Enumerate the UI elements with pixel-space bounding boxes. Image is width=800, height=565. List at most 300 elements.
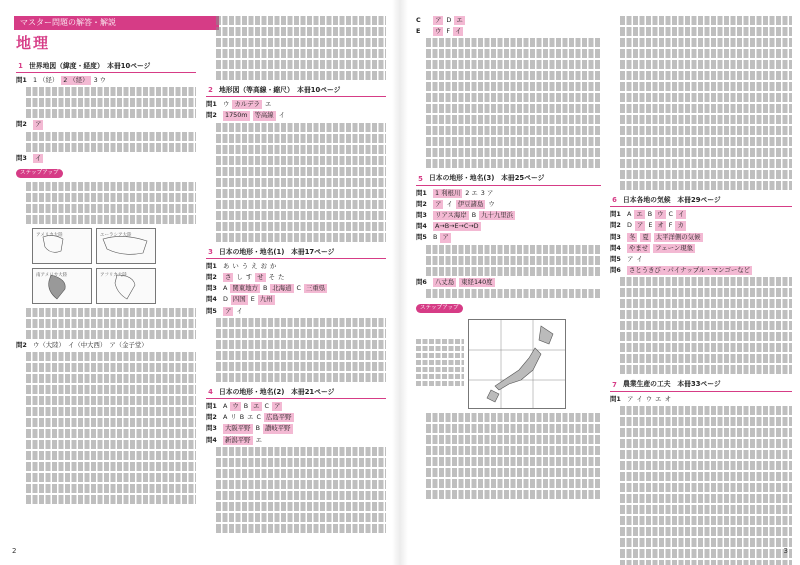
answer-item: イ — [636, 394, 643, 403]
section-1-heading — [16, 62, 196, 73]
text-line — [216, 362, 386, 371]
answer-item: エ — [636, 210, 643, 219]
answer-item: B — [471, 211, 477, 220]
text-line — [26, 374, 196, 383]
answer-row — [610, 244, 792, 253]
answer-item: 夏 — [642, 232, 649, 241]
answer-item: B — [262, 284, 268, 293]
answer-row — [416, 278, 601, 287]
answer-item: A — [223, 413, 228, 422]
text-line — [26, 407, 196, 416]
answer-item: 3 ウ — [93, 76, 107, 85]
answer-item: やませ — [629, 243, 649, 252]
answer-item: 問2 — [16, 120, 27, 129]
text-line — [426, 38, 601, 47]
text-line — [620, 159, 792, 168]
answer-item: B — [239, 413, 245, 422]
text-line — [426, 148, 601, 157]
answer-item: さ — [225, 273, 232, 282]
answer-row — [416, 189, 601, 198]
answer-item: 問2 — [610, 221, 621, 230]
right-column-1 — [416, 14, 601, 501]
text-line — [620, 277, 792, 286]
answer-item: リアス海岸 — [435, 211, 467, 220]
text-line — [426, 104, 601, 113]
text-line — [416, 339, 464, 344]
answer-item: 問1 — [416, 188, 427, 197]
text-line — [216, 502, 386, 511]
answer-item: ユーラシア大陸 — [100, 233, 132, 239]
answer-item: ア — [435, 199, 442, 208]
text-line — [426, 413, 601, 422]
text-line — [620, 343, 792, 352]
text-line — [26, 495, 196, 504]
answer-item: 九十九里浜 — [481, 211, 514, 220]
answer-item: D — [627, 221, 632, 230]
answer-row — [206, 262, 386, 271]
text-line — [216, 513, 386, 522]
text-line — [216, 329, 386, 338]
text-line — [26, 418, 196, 427]
answer-item: 問4 — [206, 435, 217, 444]
answer-item: エ — [456, 16, 463, 24]
answer-item: E — [648, 221, 653, 230]
text-line — [426, 446, 601, 455]
text-line — [620, 104, 792, 113]
text-line — [216, 318, 386, 327]
answer-item: 問6 — [610, 266, 621, 275]
text-line — [620, 527, 792, 536]
answer-item: リ — [230, 413, 237, 422]
text-line — [620, 365, 792, 374]
answer-item: エ — [247, 413, 254, 422]
answer-item: ア — [435, 16, 442, 24]
text-line — [216, 233, 386, 242]
answer-item: 九州 — [259, 295, 273, 304]
answer-item: 北海道 — [272, 284, 292, 293]
answer-item: か — [269, 261, 277, 270]
text-line — [26, 385, 196, 394]
section-6-heading — [610, 196, 792, 207]
answer-item: 等高線 — [254, 111, 274, 120]
text-line — [26, 182, 196, 191]
text-line — [26, 193, 196, 202]
answer-row — [16, 154, 196, 163]
text-line — [426, 256, 601, 265]
answer-item: す — [245, 273, 253, 282]
text-line — [620, 299, 792, 308]
text-line — [620, 549, 792, 558]
answer-item: 問1 — [610, 394, 621, 403]
section-2-heading — [206, 86, 386, 97]
text-line — [426, 424, 601, 433]
text-line — [216, 156, 386, 165]
answer-item: イ — [236, 306, 243, 315]
answer-item: 問5 — [206, 306, 217, 315]
text-line — [426, 468, 601, 477]
text-line — [26, 87, 196, 96]
answer-item: 大阪平野 — [225, 424, 251, 433]
text-line — [620, 27, 792, 36]
answer-item: A — [223, 284, 228, 293]
text-line — [620, 148, 792, 157]
text-line — [426, 93, 601, 102]
text-line — [620, 16, 792, 25]
series-label: マスター問題の解答・解説 — [14, 16, 219, 30]
answer-item: 4 — [208, 387, 213, 396]
answer-item: オ — [664, 394, 671, 403]
answer-item: A — [223, 402, 228, 411]
text-line — [620, 516, 792, 525]
answer-item: B — [433, 233, 438, 242]
answer-item: ア — [442, 233, 449, 242]
answer-row — [610, 266, 792, 275]
answer-item: 南アメリカ大陸 — [36, 273, 68, 279]
answer-item: A — [627, 210, 632, 219]
answer-item: C — [256, 413, 262, 422]
map-panel — [96, 268, 156, 304]
text-line — [620, 406, 792, 415]
text-line — [620, 288, 792, 297]
answer-item: ア — [636, 221, 644, 230]
answer-item: 問2 — [206, 273, 217, 282]
text-line — [216, 480, 386, 489]
answer-item: カルデラ — [234, 100, 260, 109]
text-line — [216, 447, 386, 456]
text-line — [216, 71, 386, 80]
answer-item: 関東地方 — [232, 284, 258, 293]
text-line — [426, 115, 601, 124]
answer-item: 6 — [612, 196, 617, 205]
text-line — [216, 38, 386, 47]
answer-row — [206, 307, 386, 316]
text-line — [426, 289, 601, 298]
answer-item: 問2 — [206, 111, 217, 120]
answer-item: C — [416, 16, 421, 24]
answer-item: B — [243, 402, 249, 411]
answer-item: エ — [255, 435, 262, 444]
answer-item: E — [416, 27, 421, 36]
text-line — [26, 473, 196, 482]
answer-row — [610, 210, 792, 219]
text-line — [26, 308, 196, 317]
answer-item: ア — [274, 402, 281, 411]
section-4-heading — [206, 388, 386, 399]
text-line — [426, 137, 601, 146]
answer-item: ア — [627, 394, 634, 403]
answer-item: ウ — [435, 27, 442, 36]
answer-item: ウ — [488, 199, 495, 208]
answer-item: 問1 — [610, 210, 621, 219]
text-line — [416, 346, 464, 351]
answer-item: D — [223, 295, 228, 304]
answer-item: 日本の地形・地名(3) 本冊25ページ — [429, 174, 545, 183]
answer-item: 問5 — [610, 255, 621, 264]
answer-item: アメリカ大陸 — [36, 233, 63, 239]
answer-item: エ — [655, 394, 662, 403]
text-line — [620, 428, 792, 437]
text-line — [426, 71, 601, 80]
text-line — [26, 143, 196, 152]
answer-item: 新潟平野 — [225, 435, 251, 444]
text-line — [26, 215, 196, 224]
answer-item: ウ — [223, 100, 230, 109]
answer-item: ウ — [657, 210, 664, 219]
text-line — [620, 461, 792, 470]
answer-item: 冬 — [629, 232, 636, 241]
answer-row — [610, 395, 792, 404]
text-line — [426, 490, 601, 499]
text-line — [620, 181, 792, 190]
answer-item: アフリカ大陸 — [100, 273, 127, 279]
answer-item: 問6 — [416, 277, 427, 286]
answer-item: 7 — [612, 380, 617, 389]
answer-row — [416, 27, 601, 36]
text-line — [216, 145, 386, 154]
text-line — [216, 340, 386, 349]
answer-item: オ — [657, 221, 664, 230]
answer-item: 問3 — [206, 284, 217, 293]
answer-row — [206, 295, 386, 304]
answer-item: B — [255, 424, 260, 433]
answer-row — [206, 273, 386, 282]
answer-row — [416, 16, 601, 25]
left-page — [0, 0, 392, 565]
answer-item: 問1 — [16, 76, 27, 85]
answer-item: D — [446, 16, 452, 24]
section-title: 世界地図（緯度・経度） 本冊10ページ — [29, 62, 151, 70]
text-line — [216, 60, 386, 69]
answer-item: 四国 — [232, 295, 246, 304]
answer-item: お — [260, 261, 267, 270]
answer-item: 2 （経） — [63, 76, 89, 85]
answer-item: 太平洋側の気候 — [655, 232, 701, 241]
text-line — [620, 49, 792, 58]
text-line — [620, 93, 792, 102]
text-line — [426, 245, 601, 254]
answer-item: 日本の地形・地名(2) 本冊21ページ — [219, 387, 335, 396]
answer-item: 問5 — [416, 233, 427, 242]
page-header — [14, 16, 219, 52]
answer-item: さとうきび・パイナップル・マンゴーなど — [629, 266, 751, 275]
answer-item: エ — [264, 100, 272, 109]
answer-item: 八丈島 — [435, 277, 455, 286]
text-line — [416, 374, 464, 379]
step-up-badge: ステップアップ — [416, 304, 463, 313]
text-line — [426, 82, 601, 91]
text-line — [426, 60, 601, 69]
answer-item: イ — [636, 255, 643, 264]
answer-item: 伊豆諸島 — [457, 199, 484, 208]
answer-item: C — [264, 402, 270, 411]
answer-item: 問3 — [610, 232, 621, 241]
text-line — [26, 462, 196, 471]
answer-row — [16, 120, 196, 129]
text-line — [216, 49, 386, 58]
text-line — [216, 200, 386, 209]
text-line — [216, 524, 386, 533]
answer-item: 問2 — [206, 413, 217, 422]
text-line — [26, 451, 196, 460]
answer-item: F — [668, 221, 673, 230]
answer-item: E — [250, 295, 255, 304]
answer-item: し — [236, 273, 243, 282]
text-line — [426, 49, 601, 58]
answer-item: 3 — [208, 247, 213, 256]
answer-row — [610, 255, 792, 264]
text-line — [216, 189, 386, 198]
text-line — [216, 16, 386, 25]
map-panel — [32, 268, 92, 304]
text-line — [426, 126, 601, 135]
text-line — [620, 115, 792, 124]
text-line — [426, 457, 601, 466]
answer-item: ア — [225, 306, 232, 315]
text-line — [426, 435, 601, 444]
answer-item: C — [668, 210, 674, 219]
answer-item: イ — [678, 210, 685, 219]
section-7-heading — [610, 380, 792, 391]
text-line — [216, 373, 386, 382]
answer-row — [610, 233, 792, 242]
answer-item: 三重県 — [305, 284, 326, 293]
explanation-text — [16, 87, 196, 118]
answer-row — [206, 111, 386, 120]
answer-row — [416, 222, 601, 231]
answer-item: せ — [257, 273, 264, 282]
left-column-1 — [16, 56, 196, 506]
text-line — [620, 472, 792, 481]
answer-row — [206, 284, 386, 293]
page-title: 地理 — [16, 34, 51, 52]
text-line — [216, 123, 386, 132]
answer-item: 問4 — [610, 243, 621, 252]
answer-item: そ — [268, 273, 275, 282]
text-line — [26, 440, 196, 449]
answer-item: 問2 — [416, 199, 427, 208]
answer-item: う — [241, 261, 249, 270]
answer-item: イ — [35, 153, 42, 162]
answer-item: 問3 — [206, 424, 217, 433]
page-number: 3 — [783, 547, 788, 555]
text-line — [216, 469, 386, 478]
answer-item: 2 — [208, 86, 213, 95]
text-line — [26, 109, 196, 118]
answer-item: 問1 — [206, 261, 217, 270]
section-3-heading — [206, 248, 386, 259]
answer-item: イ — [278, 111, 286, 120]
answer-row — [206, 402, 386, 411]
text-line — [416, 353, 464, 358]
answer-item: ア（金子堂） — [109, 341, 148, 350]
right-page — [408, 0, 800, 565]
text-line — [620, 494, 792, 503]
answer-row — [206, 436, 386, 445]
answer-item: 地形図（等高線・縮尺） 本冊10ページ — [219, 86, 341, 94]
text-line — [416, 367, 464, 372]
text-line — [620, 126, 792, 135]
text-line — [216, 178, 386, 187]
text-line — [620, 82, 792, 91]
answer-row — [610, 221, 792, 230]
text-line — [620, 538, 792, 547]
text-line — [620, 483, 792, 492]
answer-item: え — [251, 261, 258, 270]
answer-row — [416, 233, 601, 242]
answer-item: い — [232, 261, 239, 270]
left-column-2 — [206, 14, 386, 535]
answer-item: 問3 — [416, 211, 427, 220]
japan-map-block — [416, 319, 601, 409]
answer-row — [206, 413, 386, 422]
answer-item: 問1 — [206, 402, 217, 411]
answer-row — [416, 211, 601, 220]
answer-item: ウ — [232, 402, 239, 411]
answer-item: 農業生産の工夫 本冊33ページ — [623, 380, 721, 389]
text-line — [620, 310, 792, 319]
answer-item: C — [296, 284, 301, 293]
text-line — [216, 134, 386, 143]
answer-item: イ（中大西） — [67, 341, 107, 350]
answer-item: ア — [35, 120, 42, 129]
book-gutter — [392, 0, 408, 565]
answer-item: B — [647, 210, 653, 219]
text-line — [620, 170, 792, 179]
text-line — [26, 204, 196, 213]
text-line — [26, 352, 196, 361]
text-line — [620, 560, 792, 565]
text-line — [426, 159, 601, 168]
japan-map — [468, 319, 566, 409]
text-line — [26, 319, 196, 328]
answer-item: 讃岐平野 — [264, 424, 291, 433]
section-number: 1 — [18, 62, 23, 71]
answer-row — [206, 100, 386, 109]
text-line — [620, 450, 792, 459]
answer-item: 問1 — [206, 100, 217, 109]
answer-item: 日本各地の気候 本冊29ページ — [623, 196, 721, 204]
answer-row — [16, 76, 196, 85]
text-line — [426, 479, 601, 488]
answer-item: 3 ア — [480, 188, 494, 197]
answer-item: 問4 — [416, 222, 427, 231]
answer-item: イ — [455, 27, 462, 36]
answer-item: 1 （経） — [33, 76, 59, 85]
answer-item: 1750m — [225, 111, 248, 120]
answer-item: 東経140度 — [461, 277, 493, 286]
text-line — [416, 360, 464, 365]
answer-item: 問4 — [206, 295, 217, 304]
text-line — [26, 363, 196, 372]
text-line — [620, 505, 792, 514]
map-panel — [96, 228, 156, 264]
text-line — [426, 267, 601, 276]
answer-item: ア — [627, 255, 634, 264]
text-line — [620, 417, 792, 426]
answer-item: た — [277, 273, 285, 282]
section-5-heading — [416, 174, 601, 185]
answer-item: 問2 — [16, 341, 27, 350]
answer-item: ウ — [645, 394, 653, 403]
answer-item: 日本の地形・地名(1) 本冊17ページ — [219, 247, 335, 256]
text-line — [620, 332, 792, 341]
answer-item: F — [446, 27, 451, 36]
text-line — [26, 396, 196, 405]
answer-item: 2 エ — [465, 188, 478, 197]
answer-item: イ — [446, 199, 453, 208]
answer-row — [16, 341, 196, 350]
answer-item: カ — [677, 221, 684, 230]
